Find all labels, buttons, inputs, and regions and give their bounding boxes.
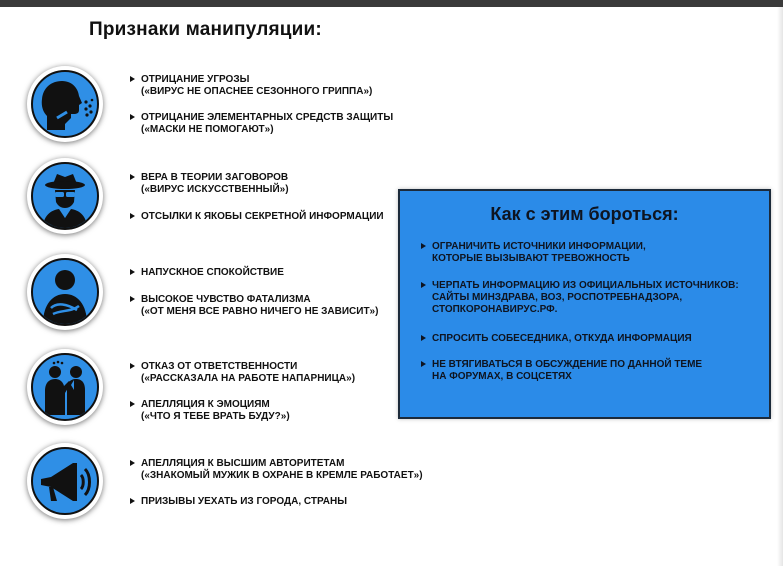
sneezing-head-icon [27, 66, 103, 142]
bullet-arrow-icon [421, 243, 426, 249]
bullet-conspiracy: ВЕРА В ТЕОРИИ ЗАГОВОРОВ («ВИРУС ИСКУССТВЕННЫЙ») [130, 172, 289, 196]
bullet-arrow-icon [421, 361, 426, 367]
bullet-emotions: АПЕЛЛЯЦИЯ К ЭМОЦИЯМ («ЧТО Я ТЕБЕ ВРАТЬ БУДУ?») [130, 399, 290, 423]
two-people-gossip-icon [27, 349, 103, 425]
bullet-arrow-icon [421, 335, 426, 341]
bullet-secret-info: ОТСЫЛКИ К ЯКОБЫ СЕКРЕТНОЙ ИНФОРМАЦИИ [130, 211, 384, 223]
bullet-arrow-icon [130, 401, 135, 407]
panel-bullet-ask-source: СПРОСИТЬ СОБЕСЕДНИКА, ОТКУДА ИНФОРМАЦИЯ [421, 333, 692, 345]
bullet-arrow-icon [130, 296, 135, 302]
bullet-arrow-icon [130, 363, 135, 369]
bullet-arrow-icon [130, 213, 135, 219]
bullet-leave-city: ПРИЗЫВЫ УЕХАТЬ ИЗ ГОРОДА, СТРАНЫ [130, 496, 347, 508]
bullet-arrow-icon [130, 498, 135, 504]
person-arms-crossed-icon [27, 254, 103, 330]
bullet-arrow-icon [130, 114, 135, 120]
bullet-fatalism: ВЫСОКОЕ ЧУВСТВО ФАТАЛИЗМА («ОТ МЕНЯ ВСЕ РАВНО НИЧЕГО НЕ ЗАВИСИТ») [130, 294, 378, 318]
bullet-denial-protection: ОТРИЦАНИЕ ЭЛЕМЕНТАРНЫХ СРЕДСТВ ЗАЩИТЫ («МАСКИ НЕ ПОМОГАЮТ») [130, 112, 393, 136]
spy-hat-glasses-icon [27, 158, 103, 234]
page-title: Признаки манипуляции: [89, 19, 322, 40]
bullet-arrow-icon [130, 460, 135, 466]
bullet-arrow-icon [130, 174, 135, 180]
bullet-arrow-icon [130, 269, 135, 275]
bullet-authority: АПЕЛЛЯЦИЯ К ВЫСШИМ АВТОРИТЕТАМ («ЗНАКОМЫЙ МУЖИК В ОХРАНЕ В КРЕМЛЕ РАБОТАЕТ») [130, 458, 423, 482]
how-to-fight-panel [398, 189, 771, 419]
top-bar [0, 0, 783, 7]
megaphone-icon [27, 443, 103, 519]
page-edge-shadow [777, 7, 783, 566]
panel-title: Как с этим бороться: [490, 204, 679, 224]
bullet-arrow-icon [130, 76, 135, 82]
panel-bullet-official-sources: ЧЕРПАТЬ ИНФОРМАЦИЮ ИЗ ОФИЦИАЛЬНЫХ ИСТОЧНИКОВ: САЙТЫ МИНЗДРАВА, ВОЗ, РОСПОТРЕБНАДЗОРА, СТОПКОРОНАВИРУС.РФ. [421, 280, 739, 316]
bullet-fake-calm: НАПУСКНОЕ СПОКОЙСТВИЕ [130, 267, 284, 279]
panel-bullet-limit-sources: ОГРАНИЧИТЬ ИСТОЧНИКИ ИНФОРМАЦИИ, КОТОРЫЕ ВЫЗЫВАЮТ ТРЕВОЖНОСТЬ [421, 241, 646, 265]
bullet-no-responsibility: ОТКАЗ ОТ ОТВЕТСТВЕННОСТИ («РАССКАЗАЛА НА РАБОТЕ НАПАРНИЦА») [130, 361, 355, 385]
panel-bullet-avoid-discussion: НЕ ВТЯГИВАТЬСЯ В ОБСУЖДЕНИЕ ПО ДАННОЙ ТЕМЕ НА ФОРУМАХ, В СОЦСЕТЯХ [421, 359, 702, 383]
bullet-denial-threat: ОТРИЦАНИЕ УГРОЗЫ («ВИРУС НЕ ОПАСНЕЕ СЕЗОННОГО ГРИППА») [130, 74, 372, 98]
bullet-arrow-icon [421, 282, 426, 288]
